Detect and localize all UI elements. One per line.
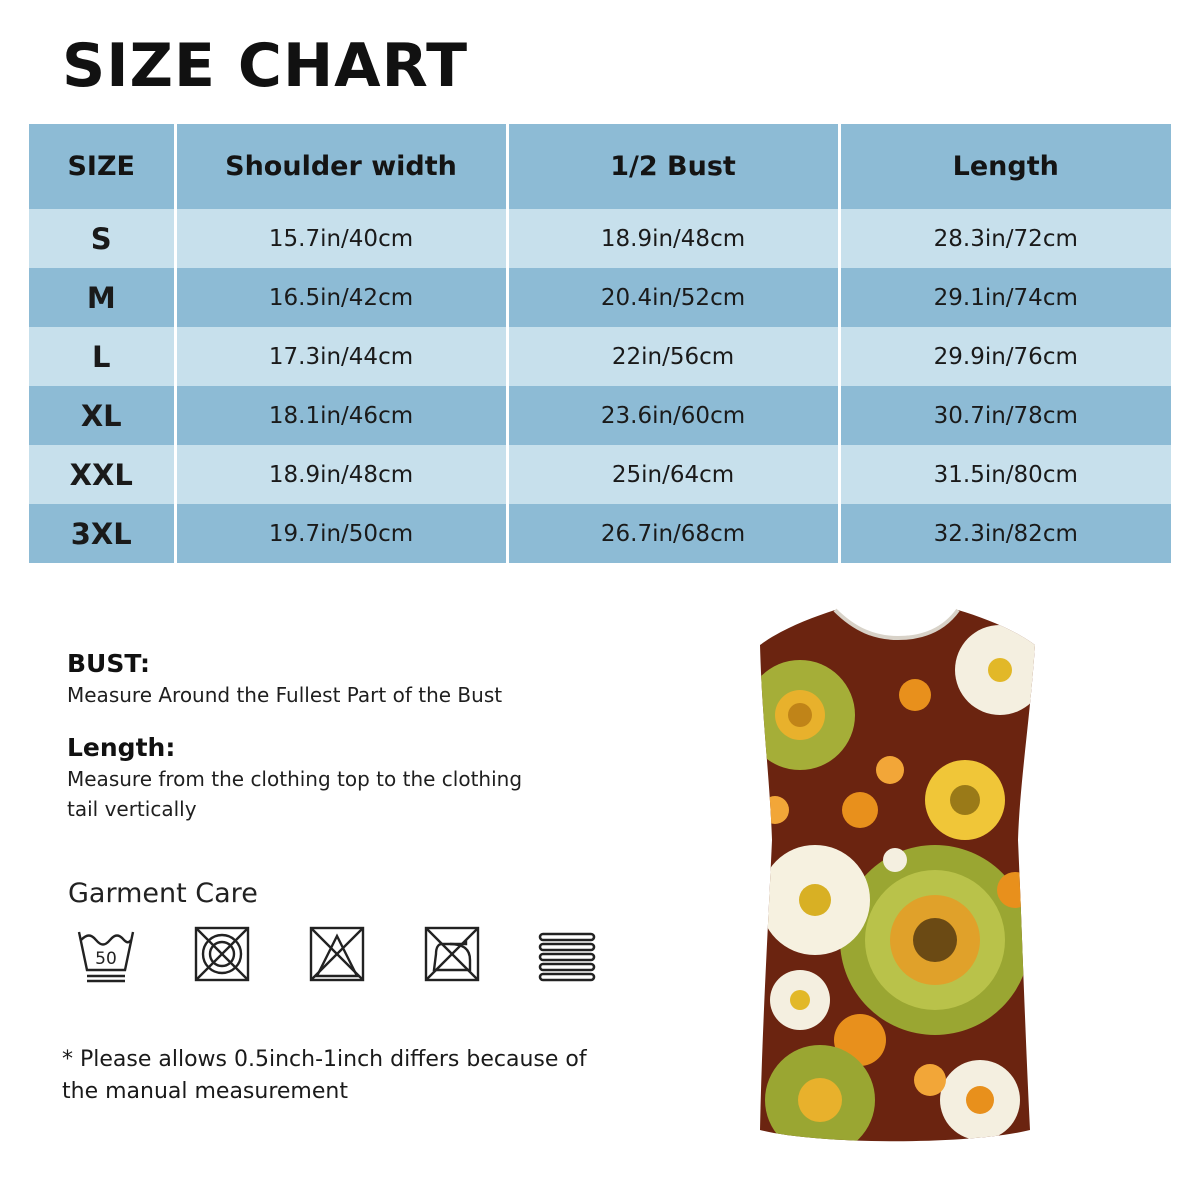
- size-cell: 3XL: [29, 504, 175, 563]
- table-row: [29, 209, 1171, 268]
- table-row: [29, 445, 1171, 504]
- length-cell: 30.7in/78cm: [839, 386, 1171, 445]
- shoulder-cell: 16.5in/42cm: [175, 268, 507, 327]
- bust-info: [67, 648, 537, 710]
- length-cell: 31.5in/80cm: [839, 445, 1171, 504]
- bust-cell: 20.4in/52cm: [507, 268, 839, 327]
- shoulder-cell: 15.7in/40cm: [175, 209, 507, 268]
- bust-cell: 18.9in/48cm: [507, 209, 839, 268]
- shoulder-cell: 19.7in/50cm: [175, 504, 507, 563]
- length-cell: 29.1in/74cm: [839, 268, 1171, 327]
- table-row: [29, 504, 1171, 563]
- size-cell: XL: [29, 386, 175, 445]
- bust-cell: 23.6in/60cm: [507, 386, 839, 445]
- no-iron-icon: [422, 924, 482, 984]
- measurement-note: * Please allows 0.5inch-1inch differs because of the manual measurement: [62, 1047, 587, 1104]
- shoulder-cell: 18.9in/48cm: [175, 445, 507, 504]
- wash-temp-label: 50: [95, 949, 117, 969]
- size-chart-table: [29, 124, 1171, 563]
- size-cell: XXL: [29, 445, 175, 504]
- length-info: [67, 732, 527, 824]
- length-cell: 29.9in/76cm: [839, 327, 1171, 386]
- bust-description: Measure Around the Fullest Part of the Bust: [67, 683, 503, 707]
- size-cell: M: [29, 268, 175, 327]
- length-cell: 32.3in/82cm: [839, 504, 1171, 563]
- length-cell: 28.3in/72cm: [839, 209, 1171, 268]
- dry-flat-icon: [537, 924, 597, 984]
- table-header-row: [29, 124, 1171, 209]
- header-half-bust: 1/2 Bust: [507, 124, 839, 209]
- bust-heading: BUST:: [67, 649, 151, 678]
- table-row: [29, 386, 1171, 445]
- bust-cell: 22in/56cm: [507, 327, 839, 386]
- header-shoulder-width: Shoulder width: [175, 124, 507, 209]
- size-cell: L: [29, 327, 175, 386]
- garment-care-title: Garment Care: [68, 878, 258, 909]
- no-bleach-icon: [307, 924, 367, 984]
- header-size: SIZE: [29, 124, 175, 209]
- header-length: Length: [839, 124, 1171, 209]
- garment-image: [740, 600, 1050, 1150]
- no-tumble-dry-icon: [192, 924, 252, 984]
- bust-cell: 26.7in/68cm: [507, 504, 839, 563]
- size-cell: S: [29, 209, 175, 268]
- table-row: [29, 268, 1171, 327]
- shoulder-cell: 17.3in/44cm: [175, 327, 507, 386]
- shoulder-cell: 18.1in/46cm: [175, 386, 507, 445]
- wash-50-icon: [75, 924, 135, 984]
- length-heading: Length:: [67, 733, 176, 762]
- page-title: SIZE CHART: [62, 31, 469, 101]
- bust-cell: 25in/64cm: [507, 445, 839, 504]
- table-row: [29, 327, 1171, 386]
- length-description: Measure from the clothing top to the clothing tail vertically: [67, 767, 523, 821]
